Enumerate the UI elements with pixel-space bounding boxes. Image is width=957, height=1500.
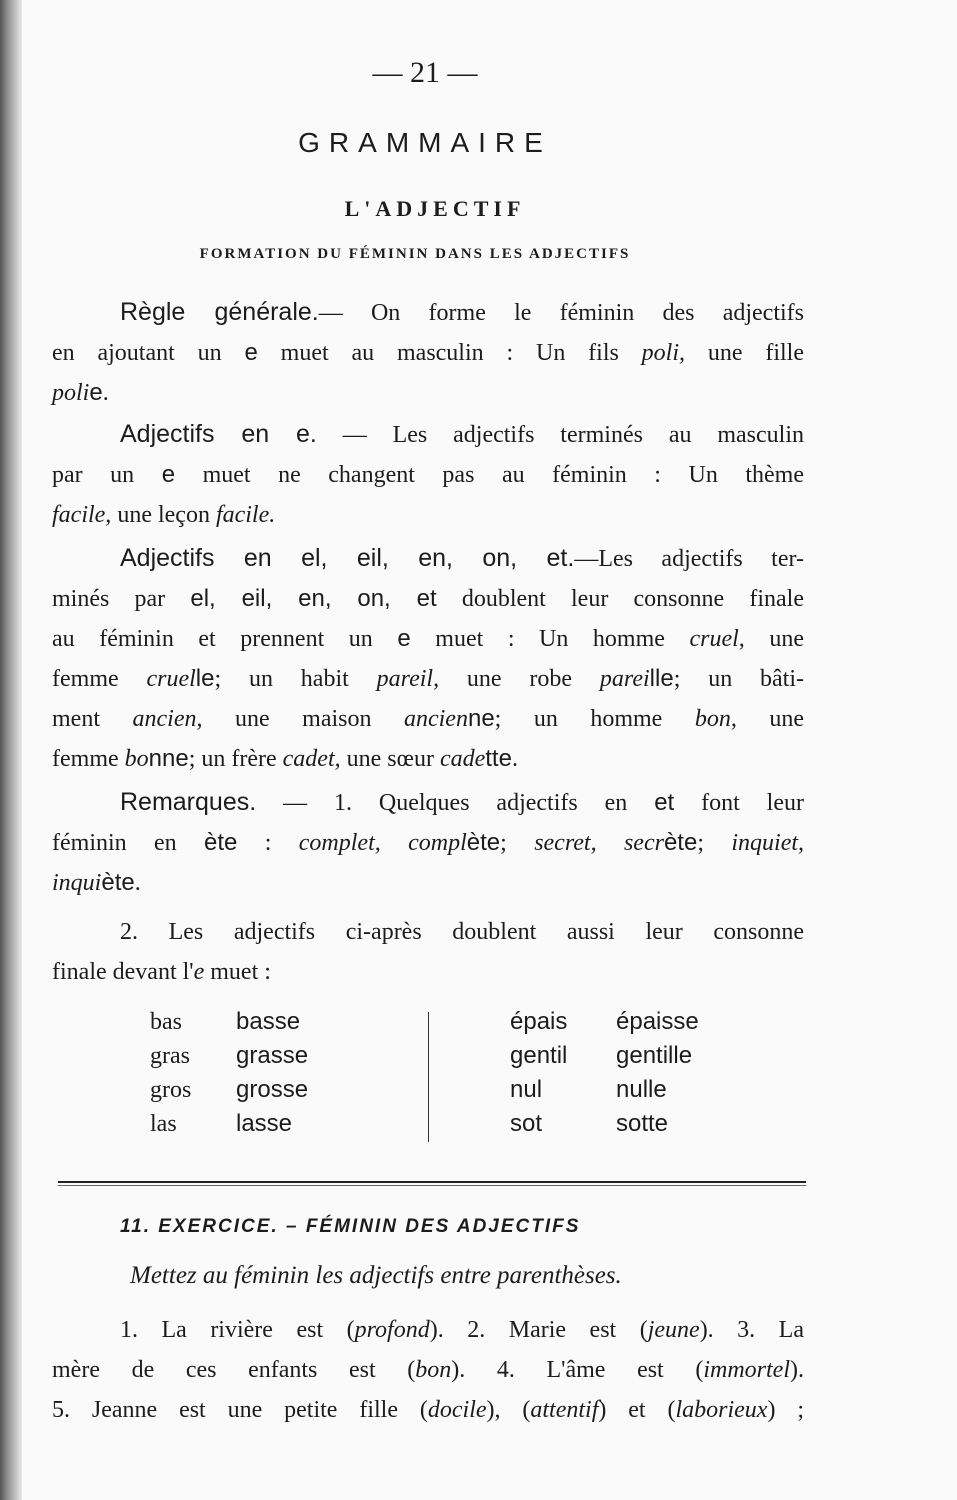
table-cell: gras bbox=[150, 1043, 190, 1069]
letter-e: e bbox=[193, 959, 205, 985]
example-word: bon, bbox=[694, 706, 737, 732]
example-word: facile. bbox=[215, 502, 276, 528]
text-line bbox=[52, 455, 804, 495]
example-word: bo bbox=[124, 746, 149, 772]
text-run: . bbox=[134, 870, 141, 896]
letter-e: e bbox=[161, 461, 176, 488]
text-run: par un bbox=[52, 462, 162, 488]
text-run: ; bbox=[500, 830, 535, 856]
text-line bbox=[52, 495, 804, 535]
text-run: ) et ( bbox=[598, 1397, 676, 1423]
text-line bbox=[52, 1310, 804, 1350]
paragraph-heading: Règle générale. bbox=[120, 298, 319, 326]
text-run: muet au masculin : Un fils bbox=[257, 340, 642, 366]
paragraph-heading: Adjectifs en el, eil, en, on, et. bbox=[120, 544, 575, 572]
text-run: une sœur bbox=[340, 746, 440, 772]
feminine-ending: e bbox=[89, 379, 103, 406]
table-cell: lasse bbox=[236, 1110, 293, 1137]
text-line bbox=[52, 1390, 804, 1430]
section-divider bbox=[58, 1181, 806, 1183]
ending-et: et bbox=[654, 789, 675, 816]
text-line bbox=[52, 333, 804, 373]
text-run: ; un habit bbox=[214, 666, 377, 692]
text-line bbox=[52, 538, 804, 579]
table-cell: bas bbox=[150, 1009, 182, 1035]
example-word: inquiet, bbox=[731, 830, 805, 856]
exercise-word: immortel bbox=[703, 1357, 790, 1383]
text-line bbox=[52, 912, 804, 952]
section-divider-thin bbox=[58, 1185, 806, 1186]
text-line bbox=[52, 952, 804, 992]
example-word: parei bbox=[599, 666, 650, 692]
table-cell: las bbox=[150, 1111, 177, 1137]
text-run: 1. La rivière est ( bbox=[120, 1317, 355, 1343]
example-word: poli, bbox=[641, 340, 686, 366]
feminine-ending: nne bbox=[148, 745, 189, 772]
table-cell: épaisse bbox=[616, 1008, 699, 1035]
text-run: doublent leur consonne finale bbox=[436, 586, 804, 612]
table-cell: nulle bbox=[616, 1076, 667, 1103]
text-run: minés par bbox=[52, 586, 191, 612]
table-cell: épais bbox=[510, 1008, 568, 1035]
text-run: ; un frère bbox=[188, 746, 283, 772]
example-word: inqui bbox=[52, 870, 102, 896]
text-line bbox=[52, 782, 804, 823]
example-word: compl bbox=[408, 830, 467, 856]
endings-list: el, eil, en, on, et bbox=[190, 585, 437, 612]
letter-e: e bbox=[244, 339, 258, 366]
example-word: facile, bbox=[52, 502, 112, 528]
table-cell: sot bbox=[510, 1110, 543, 1137]
example-word: cadet, bbox=[282, 746, 341, 772]
text-run: au féminin et prennent un bbox=[52, 626, 398, 652]
feminine-ending: le bbox=[195, 665, 215, 692]
text-run: . bbox=[511, 746, 518, 772]
table-cell: basse bbox=[236, 1008, 301, 1035]
chapter-subtitle: FORMATION DU FÉMININ DANS LES ADJECTIFS bbox=[199, 246, 631, 262]
chapter-title: L'ADJECTIF bbox=[344, 196, 526, 221]
table-cell: nul bbox=[510, 1076, 543, 1103]
masculine-right-column bbox=[510, 1005, 567, 1141]
example-word: poli bbox=[52, 380, 90, 406]
text-run: muet : Un homme bbox=[410, 626, 690, 652]
text-run: ment bbox=[52, 706, 133, 732]
text-run: une leçon bbox=[111, 502, 216, 528]
text-line bbox=[52, 414, 804, 455]
table-column-divider bbox=[428, 1012, 429, 1142]
text-run: ; un bâti- bbox=[673, 666, 805, 692]
feminine-ending: ète bbox=[663, 829, 698, 856]
paragraph-adjectifs-en-el bbox=[52, 538, 804, 779]
text-run: mère de ces enfants est ( bbox=[52, 1357, 416, 1383]
text-line bbox=[52, 373, 804, 413]
example-word: ancien bbox=[403, 706, 468, 732]
letter-e: e bbox=[397, 625, 411, 652]
table-cell: sotte bbox=[616, 1110, 669, 1137]
feminine-ending: ne bbox=[467, 705, 495, 732]
text-line bbox=[52, 739, 804, 779]
text-run: font leur bbox=[674, 790, 804, 816]
paragraph-remarque-2 bbox=[52, 912, 804, 992]
text-run: : bbox=[237, 830, 299, 856]
text-run: — On forme le féminin des adjectifs bbox=[318, 300, 805, 326]
text-run: — 1. Quelques adjectifs en bbox=[256, 790, 655, 816]
example-word: cade bbox=[439, 746, 486, 772]
text-run: en ajoutant un bbox=[52, 340, 245, 366]
paragraph-adjectifs-en-e bbox=[52, 414, 804, 535]
feminine-ending: ète bbox=[466, 829, 501, 856]
text-run: une bbox=[744, 626, 804, 652]
text-run: muet : bbox=[204, 959, 271, 985]
section-title: GRAMMAIRE bbox=[298, 127, 552, 158]
feminine-ending: lle bbox=[649, 665, 674, 692]
text-run: —Les adjectifs ter- bbox=[574, 546, 804, 572]
text-run: femme bbox=[52, 746, 125, 772]
exercise-word: bon bbox=[415, 1357, 452, 1383]
text-run: — Les adjectifs terminés au masculin bbox=[316, 422, 805, 448]
text-run: une bbox=[736, 706, 804, 732]
text-run: muet ne changent pas au féminin : Un thème bbox=[175, 462, 804, 488]
page-number: — 21 — bbox=[372, 56, 478, 89]
text-line bbox=[52, 579, 804, 619]
exercise-title: 11. EXERCICE. – FÉMININ DES ADJECTIFS bbox=[120, 1216, 581, 1237]
example-word: cruel, bbox=[689, 626, 745, 652]
table-cell: grasse bbox=[236, 1042, 309, 1069]
exercise-word: laborieux bbox=[675, 1397, 768, 1423]
exercise-text bbox=[52, 1310, 804, 1430]
text-line bbox=[52, 619, 804, 659]
example-word: cruel bbox=[146, 666, 196, 692]
example-word: secr bbox=[623, 830, 664, 856]
text-run: ; bbox=[697, 830, 732, 856]
text-line bbox=[52, 659, 804, 699]
ending-ete: ète bbox=[204, 829, 238, 856]
text-run: femme bbox=[52, 666, 147, 692]
paragraph-heading: Adjectifs en e. bbox=[120, 420, 317, 448]
table-cell: gros bbox=[150, 1077, 192, 1103]
adjective-table bbox=[150, 1005, 750, 1145]
exercise-word: profond bbox=[354, 1317, 430, 1343]
text-run: ). bbox=[790, 1357, 804, 1383]
example-word: complet, bbox=[298, 830, 381, 856]
text-run: ). 2. Marie est ( bbox=[429, 1317, 648, 1343]
text-run: une maison bbox=[202, 706, 404, 732]
exercise-word: attentif bbox=[530, 1397, 599, 1423]
exercise-instruction: Mettez au féminin les adjectifs entre parenthèses. bbox=[130, 1262, 622, 1289]
paragraph-regle-generale bbox=[52, 292, 804, 413]
example-word: secret, bbox=[534, 830, 597, 856]
paragraph-remarques bbox=[52, 782, 804, 903]
feminine-ending: tte bbox=[485, 745, 512, 772]
table-cell: gentil bbox=[510, 1042, 568, 1069]
table-cell: gentille bbox=[616, 1042, 693, 1069]
text-run: ) ; bbox=[767, 1397, 804, 1423]
paragraph-heading: Remarques. bbox=[120, 788, 257, 816]
text-line bbox=[52, 699, 804, 739]
text-line bbox=[52, 1350, 804, 1390]
text-run: finale devant l' bbox=[52, 959, 194, 985]
text-line bbox=[52, 823, 804, 863]
text-line bbox=[52, 292, 804, 333]
text-run: féminin en bbox=[52, 830, 205, 856]
example-word: pareil, bbox=[376, 666, 440, 692]
text-run: ). 4. L'âme est ( bbox=[451, 1357, 704, 1383]
masculine-left-column bbox=[150, 1005, 191, 1141]
text-line bbox=[52, 863, 804, 903]
exercise-word: docile bbox=[427, 1397, 487, 1423]
text-run: 2. Les adjectifs ci-après doublent aussi leur consonne bbox=[120, 919, 804, 945]
exercise-word: jeune bbox=[647, 1317, 700, 1343]
text-run: ), ( bbox=[486, 1397, 531, 1423]
text-run: 5. Jeanne est une petite fille ( bbox=[52, 1397, 428, 1423]
text-run: ). 3. La bbox=[699, 1317, 804, 1343]
text-run: ; un homme bbox=[494, 706, 695, 732]
feminine-ending: ète bbox=[101, 869, 135, 896]
feminine-right-column bbox=[616, 1005, 699, 1141]
text-run: . bbox=[102, 380, 109, 406]
example-word: ancien, bbox=[132, 706, 203, 732]
table-cell: grosse bbox=[236, 1076, 309, 1103]
feminine-left-column bbox=[236, 1005, 308, 1141]
text-run: une robe bbox=[439, 666, 600, 692]
text-run: une fille bbox=[685, 340, 804, 366]
